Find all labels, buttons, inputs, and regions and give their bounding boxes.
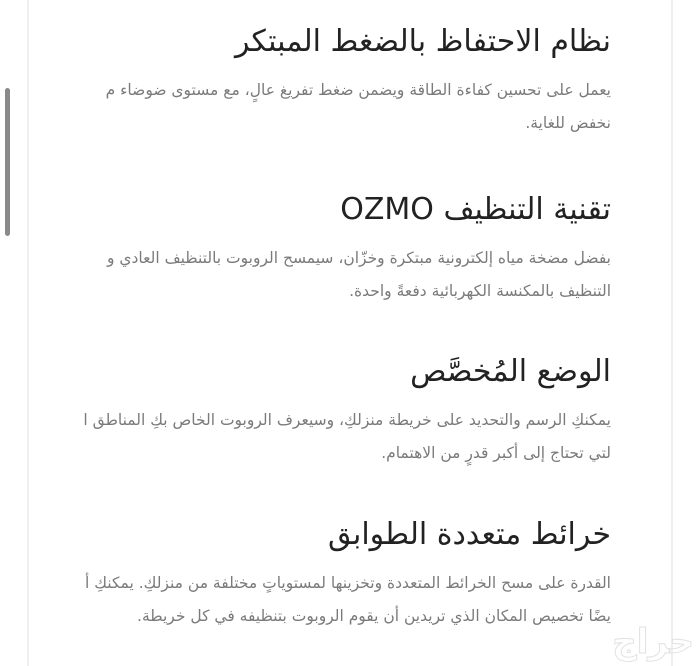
feature-section-pressure-retention [61, 22, 611, 140]
feature-section-ozmo [61, 190, 611, 308]
product-features-card [27, 0, 673, 666]
feature-section-custom-mode [61, 352, 611, 470]
feature-title: خرائط متعددة الطوابق [327, 517, 611, 552]
feature-title: تقنية التنظيف OZMO [340, 192, 611, 227]
feature-description: يعمل على تحسين كفاءة الطاقة ويضمن ضغط تفريغ عالٍ، مع مستوى ضوضاء م نخفض للغاية. [105, 81, 611, 132]
feature-description: القدرة على مسح الخرائط المتعددة وتخزينها لمستوياتٍ مختلفة من منزلكِ. يمكنكِ أ يضًا تخصيص المكان الذي تريدين أن يقوم الروبوت بتنظيفه في كل خريطة. [84, 574, 611, 625]
feature-title: نظام الاحتفاظ بالضغط المبتكر [234, 24, 611, 59]
scrollbar-thumb[interactable] [5, 88, 10, 236]
haraj-watermark-logo: حراج [612, 622, 694, 662]
feature-title: الوضع المُخصَّص [410, 354, 611, 389]
feature-section-multi-floor-maps [61, 515, 611, 633]
feature-description: يمكنكِ الرسم والتحديد على خريطة منزلكِ، وسيعرف الروبوت الخاص بكِ المناطق ا لتي تحتاج إلى أكبر قدرٍ من الاهتمام. [83, 411, 611, 462]
feature-description: بفضل مضخة مياه إلكترونية مبتكرة وخزّان، سيمسح الروبوت بالتنظيف العادي و التنظيف بالمكنسة الكهربائية دفعةً واحدة. [106, 249, 611, 300]
